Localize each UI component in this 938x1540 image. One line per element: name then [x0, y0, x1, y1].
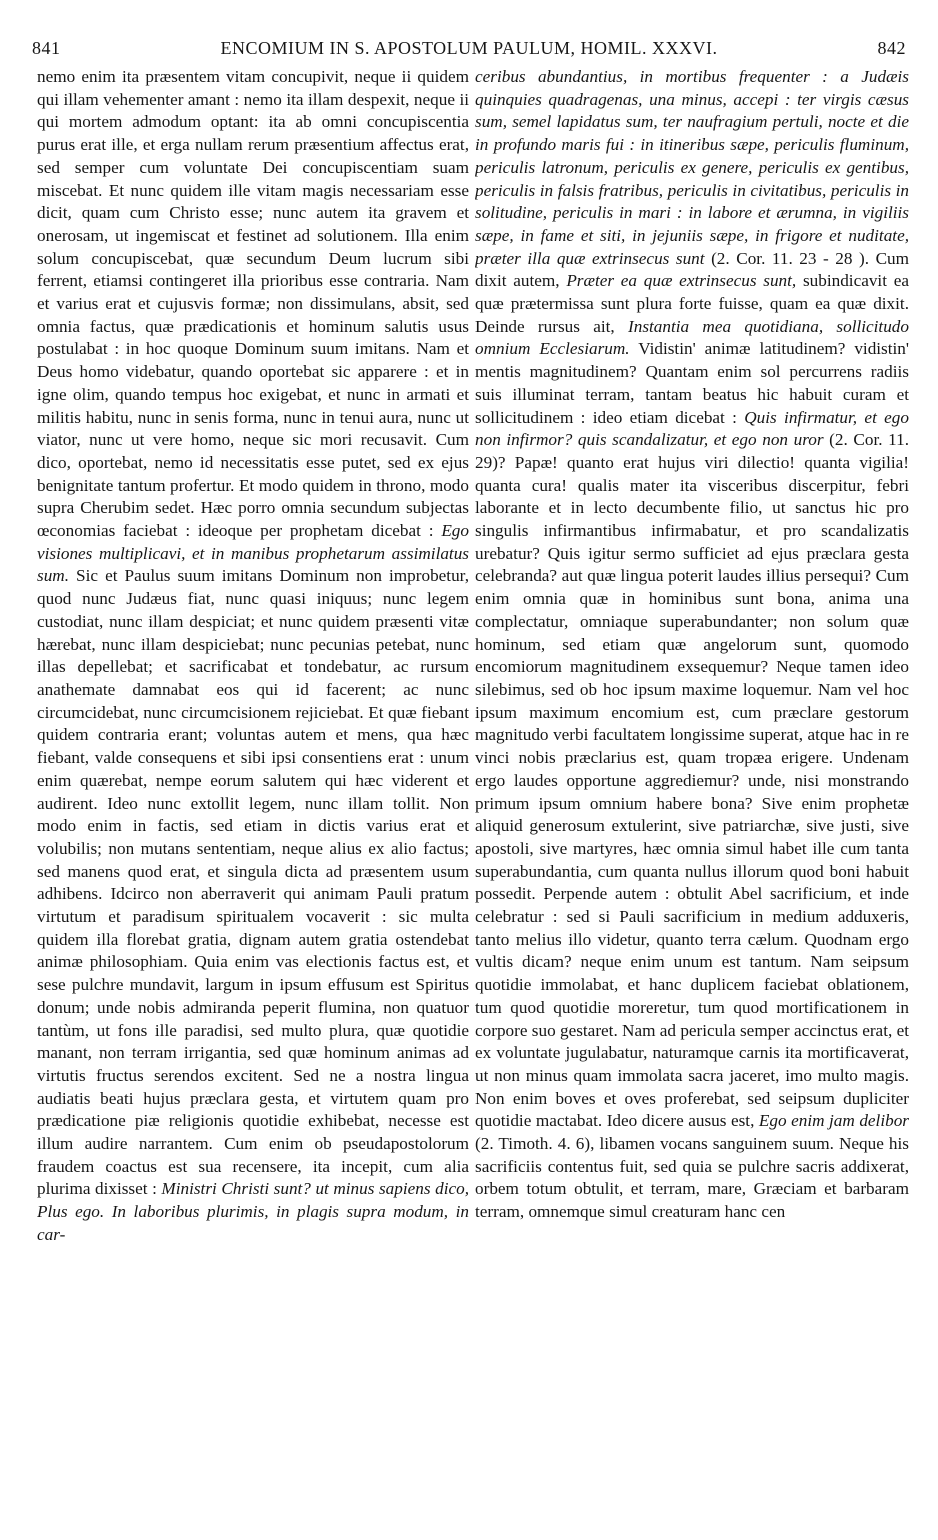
page-number-right: 842	[877, 38, 906, 58]
text-segment: (2. Cor. 11. 23 - 28 ). Cum dixit autem,	[475, 248, 909, 291]
scripture-quote: ceribus abundantius, in mortibus frequenter : a Judæis quinquies quadragenas, una minus, accepi : ter virgis cæsus sum, semel lapidatus sum, ter naufragium pertuli, nocte et die in profundo maris fui : in itineribus sæpe, periculis fluminum, periculis latronum, periculis ex genere, periculis ex gentibus, periculis in falsis fratribus, periculis in civitatibus, periculis in solitudine, periculis in mari : in labore et ærumna, in vigiliis sæpe, in fame et siti, in jejuniis sæpe, in frigore et nuditate, præter illa quæ extrinsecus sunt	[475, 67, 909, 268]
text-segment: (2. Timoth. 4. 6), libamen vocans sanguinem suum. Neque his sacrificiis contentus fuit, sed quia se pulchre sacris addixerat, orbem totum obtulit, et terram, mare, Græciam et barbaram terram, omnemque simul creaturam hanc cen	[475, 1134, 909, 1222]
text-segment: Sic et Paulus suum imitans Dominum non improbetur, quod nunc Judæus fiat, nunc quasi iniquus; nunc legem custodiat, nunc illam despiciat; et nunc quidem præsenti vitæ hærebat, nunc illam despiciebat; nunc pecunias petebat, nunc illas depellebat; et sacrificabat et tondebatur, ac rursum anathemate damnabat eos qui id facerent; ac nunc circumcidebat, nunc circumcisionem rejiciebat. Et quæ fiebant quidem contraria erant; voluntas autem et mens, qua hæc fiebant, valde consequens et sibi ipsi consentiens erat : unum enim quærebat, nempe eorum salutem qui hæc viderent et audirent. Ideo nunc extollit legem, nunc illam tollit. Non modo enim in factis, sed etiam in dictis varius erat et volubilis; non mutans sententiam, neque alius ex alio factus; sed manens quod erat, et singula dicta ad præsentem usum adhibens. Idcirco non aberraverit qui animam Pauli pratum virtutum et paradisum spiritualem vocaverit : sic multa quidem illa florebat gratia, dignam autem gratia ostendebat animæ philosophiam. Quia enim vas electionis factus est, et sese pulchre mundavit, largum in ipsum effusum est Spiritus donum; unde nobis admiranda peperit flumina, non quatuor tantùm, ut fons ille paradisi, sed multo plura, quæ quotidie manant, non terram irrigantia, sed quæ hominum animas ad virtutis fructus serendos excitent. Sed ne a nostra lingua audiatis beati hujus præclara gesta, et virtutem quam pro prædicatione piæ religionis quotidie exhibebat, necesse est illum audire narrantem. Cum enim ob pseudapostolorum fraudem coactus est sua recensere, ita incepit, cum alia plurima dixisset :	[37, 566, 469, 1199]
scripture-quote: Præter ea quæ extrinsecus sunt,	[566, 271, 797, 291]
scripture-quote: Ego enim jam delibor	[758, 1111, 909, 1131]
right-column-text	[475, 66, 909, 1224]
running-title: ENCOMIUM IN S. APOSTOLUM PAULUM, HOMIL. XXXVI.	[220, 38, 718, 58]
text-segment: Vidistin' animæ latitudinem? vidistin' mentis magnitudinem? Quantam enim sol percurrens radiis suis illuminat terram, tantam beatus hic habuit curam et sollicitudinem : ideo etiam dicebat :	[475, 339, 909, 427]
right-column	[475, 66, 909, 1536]
text-segment: subindicavit ea quæ prætermissa sunt plura forte fuisse, quam ea quæ dixit. Deinde rursus ait,	[475, 271, 909, 336]
page-header	[32, 38, 906, 68]
scripture-quote: Quis infirmatur, et ego non infirmor? quis scandalizatur, et ego non uror	[475, 407, 909, 450]
left-column-text	[37, 66, 469, 1247]
scripture-quote: Ego visiones multiplicavi, et in manibus prophetarum assimilatus sum.	[37, 521, 469, 586]
scripture-quote: Instantia mea quotidiana, sollicitudo omnium Ecclesiarum.	[475, 316, 909, 359]
left-column	[37, 66, 469, 1536]
text-segment: nemo enim ita præsentem vitam concupivit, neque ii quidem qui illam vehementer amant : nemo ita illam despexit, neque ii qui mortem admodum optant: ita ab omni concupiscentia purus erat ille, et erga nullam rerum præsentium affectus erat, sed semper cum voluntate Dei concupiscentiam suam miscebat. Et nunc quidem ille vitam magis necessariam esse dicit, quam cum Christo esse; nunc autem ita gravem et onerosam, ut ingemiscat et festinet ad solutionem. Illa enim solum concupiscebat, quæ secundum Deum lucrum sibi ferrent, etiamsi contingeret illa prioribus esse contraria. Nam et varius erat et cujusvis formæ; non dissimulans, absit, sed omnia factus, quæ prædicationis et hominum salutis usus postulabat : in hoc quoque Dominum suum imitans. Nam et Deus homo videbatur, quando oportebat sic apparere : et in igne olim, quando tempus hoc exigebat, et nunc in armati et militis habitu, nunc in senis forma, nunc in tenui aura, nunc ut viator, nunc ut vere homo, neque sic mori recusavit. Cum dico, oportebat, nemo id necessitatis esse putet, sed ex ejus benignitate tantum profertur. Et modo quidem in throno, modo supra Cherubim sedet. Hæc porro omnia secundum subjectas œconomias faciebat : ideoque per prophetam dicebat :	[37, 67, 469, 541]
page-number-left: 841	[32, 38, 61, 58]
scripture-quote: Ministri Christi sunt? ut minus sapiens dico, Plus ego. In laboribus plurimis, in plagis supra modum, in car-	[37, 1179, 469, 1244]
text-segment: (2. Cor. 11. 29)? Papæ! quanto erat hujus viri dilectio! quanta vigilia! quanta cura! qualis mater ita visceribus discerpitur, febri laborante et in lecto decumbente filio, ut sanctus hic pro singulis infirmantibus infirmabatur, et pro scandalizatis urebatur? Quis igitur sermo sufficiet ad ejus præclara gesta celebranda? aut quæ lingua poterit laudes illius persequi? Cum enim omnia quæ in hominibus sunt bona, anima una complectatur, omniaque superabundanter; non solum quæ hominum, sed etiam quæ angelorum sunt, quomodo encomiorum magnitudinem exsequemur? Neque tamen ideo silebimus, sed ob hoc ipsum maxime loquemur. Nam vel hoc ipsum maximum encomium est, cum præclare gestorum magnitudo verbi facultatem longissime superat, atque hac in re vinci nobis præclarius est, quam tropæa erigere. Undenam ergo laudes opportune aggrediemur? unde, nisi monstrando primum ipsum omnium habere bona? Sive enim prophetæ aliquid generosum extulerint, sive patriarchæ, sive justi, sive apostoli, sive martyres, hæc omnia simul habet ille cum tanta superabundantia, cum quanta nullus illorum quod boni habuit possedit. Perpende autem : obtulit Abel sacrificium, et inde celebratur : sed si Pauli sacrificium in medium adduxeris, tanto melius illo videtur, quanto terra cælum. Quodnam ergo vultis dicam? neque enim unum est tantum. Nam seipsum quotidie immolabat, et hanc duplicem faciebat oblationem, tum quod quotidie moreretur, tum quod mortificationem in corpore suo gestaret. Nam ad pericula semper accinctus erat, et ex voluntate jugulabatur, naturamque carnis ita mortificaverat, ut non minus quam immolata sacra jaceret, imo multo magis. Non enim boves et oves proferebat, sed seipsum dupliciter quotidie mactabat. Ideo dicere ausus est,	[475, 430, 909, 1131]
